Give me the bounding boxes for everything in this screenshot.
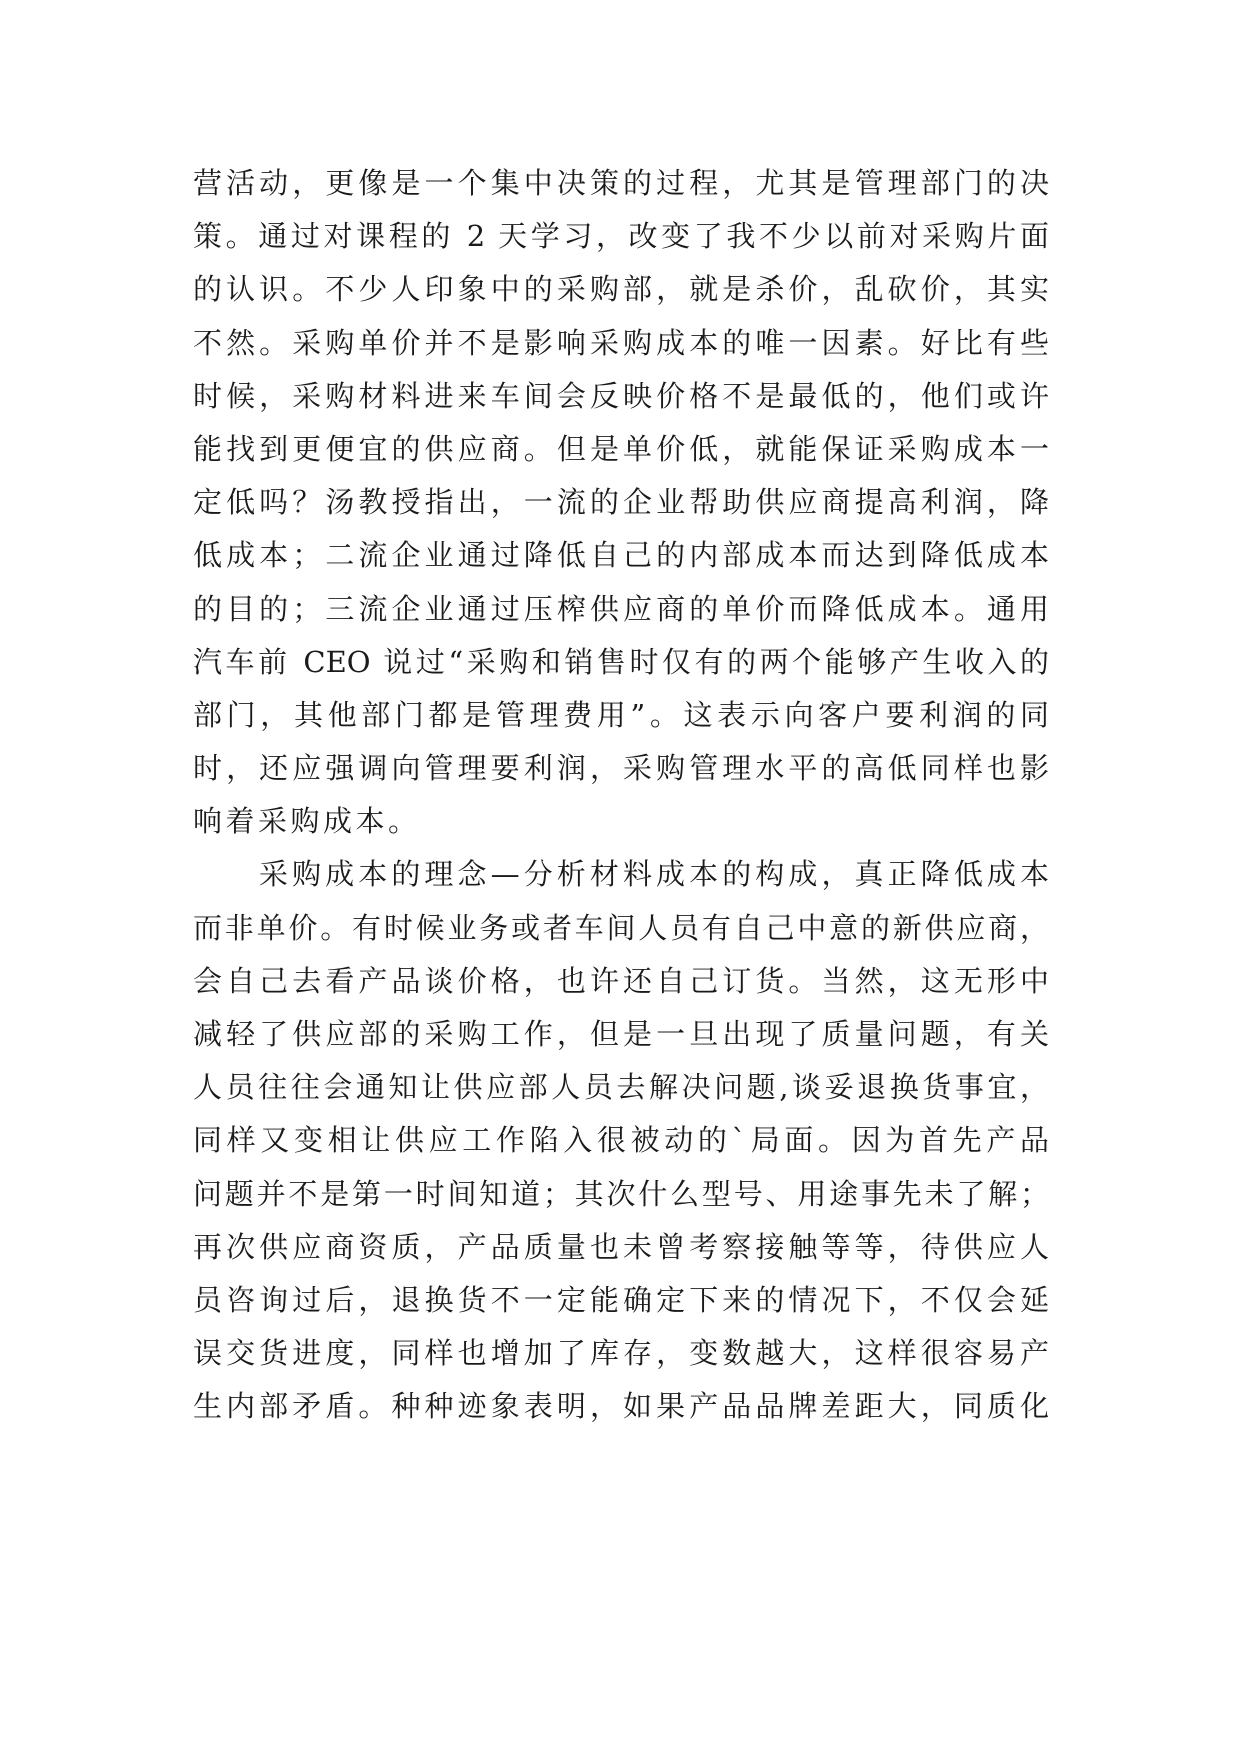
- paragraph-1-line-8: 低成本；二流企业通过降低自己的内部成本而达到降低成本: [193, 538, 1049, 573]
- paragraph-2-line-9: 员咨询过后，退换货不一定能确定下来的情况下，不仅会延: [193, 1282, 1049, 1317]
- paragraph-2-line-1: 采购成本的理念—分析材料成本的构成，真正降低成本: [259, 857, 1049, 892]
- paragraph-2-line-5: 人员往往会通知让供应部人员去解决问题,谈妥退换货事宜，: [193, 1070, 1049, 1105]
- paragraph-2-line-11: 生内部矛盾。种种迹象表明，如果产品品牌差距大，同质化: [193, 1389, 1049, 1424]
- paragraph-2-line-2: 而非单价。有时候业务或者车间人员有自己中意的新供应商，: [193, 910, 1049, 945]
- body-text: [193, 157, 1049, 1434]
- paragraph-1-line-5: 时候，采购材料进来车间会反映价格不是最低的，他们或许: [193, 378, 1049, 413]
- paragraph-1-line-7: 定低吗？汤教授指出，一流的企业帮助供应商提高利润，降: [193, 485, 1049, 520]
- paragraph-1-line-2: 策。通过对课程的 2 天学习，改变了我不少以前对采购片面: [193, 219, 1049, 254]
- paragraph-1-line-6: 能找到更便宜的供应商。但是单价低，就能保证采购成本一: [193, 431, 1049, 466]
- paragraph-2-line-8: 再次供应商资质，产品质量也未曾考察接触等等，待供应人: [193, 1229, 1049, 1264]
- paragraph-1-line-13: 响着采购成本。: [193, 804, 421, 839]
- paragraph-1-line-12: 时，还应强调向管理要利润，采购管理水平的高低同样也影: [193, 751, 1049, 786]
- paragraph-1-line-1: 营活动，更像是一个集中决策的过程，尤其是管理部门的决: [193, 166, 1049, 200]
- paragraph-1-line-3: 的认识。不少人印象中的采购部，就是杀价，乱砍价，其实: [193, 272, 1049, 307]
- paragraph-1-line-4: 不然。采购单价并不是影响采购成本的唯一因素。好比有些: [193, 325, 1049, 360]
- paragraph-2-line-4: 减轻了供应部的采购工作，但是一旦出现了质量问题，有关: [193, 1017, 1049, 1051]
- paragraph-2-line-3: 会自己去看产品谈价格，也许还自己订货。当然，这无形中: [193, 963, 1049, 998]
- paragraph-2-line-7: 问题并不是第一时间知道；其次什么型号、用途事先未了解；: [193, 1176, 1049, 1211]
- paragraph-1-line-10: 汽车前 CEO 说过“采购和销售时仅有的两个能够产生收入的: [193, 644, 1049, 679]
- paragraph-2-line-6: 同样又变相让供应工作陷入很被动的`局面。因为首先产品: [193, 1123, 1049, 1158]
- paragraph-1-line-11: 部门，其他部门都是管理费用”。这表示向客户要利润的同: [193, 697, 1049, 732]
- paragraph-1-line-9: 的目的；三流企业通过压榨供应商的单价而降低成本。通用: [193, 591, 1049, 626]
- paragraph-2-line-10: 误交货进度，同样也增加了库存，变数越大，这样很容易产: [193, 1336, 1049, 1371]
